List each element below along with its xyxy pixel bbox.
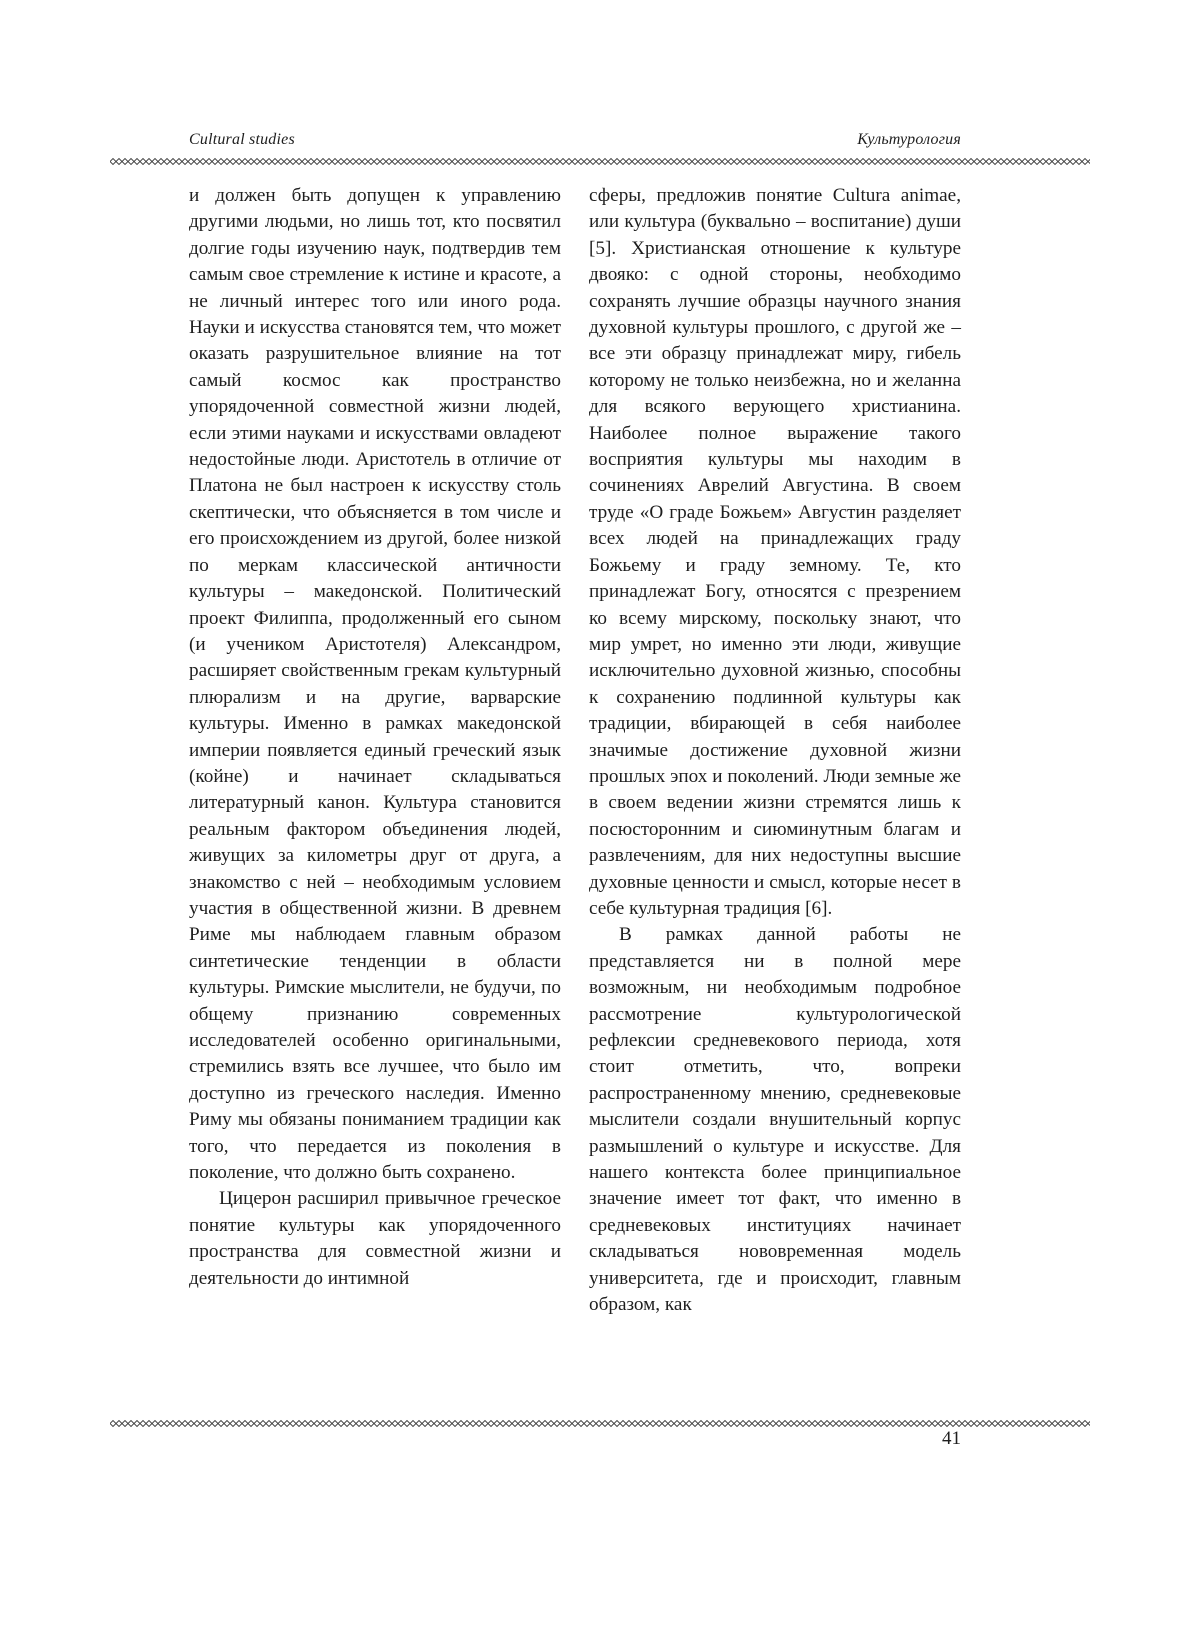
ornament-divider-bottom bbox=[110, 1419, 1090, 1428]
paragraph: В рамках данной работы не представляется ни в полной мере возможным, ни необходимым подробное рассмотрение культурологической рефлексии средневекового периода, хотя стоит отметить, что, вопреки распространенному мнению, средневековые мыслители создали внушительный корпус размышлений о культуре и искусстве. Для нашего контекста более принципиальное значение имеет тот факт, что именно в средневековых институциях начинает складываться нововременная модель университета, где и происходит, главным образом, как bbox=[589, 924, 961, 1316]
paragraph: Цицерон расширил привычное греческое понятие культуры как упорядоченного пространства для совместной жизни и деятельности до интимной bbox=[189, 1188, 561, 1289]
running-head-left: Cultural studies bbox=[189, 131, 295, 148]
running-head-right: Культурология bbox=[857, 131, 961, 148]
paragraph: сферы, предложив понятие Cultura animae, или культура (буквально – воспитание) души [5]. Христианская отношение к культуре двояко: с одной стороны, необходимо сохранять лучшие образцы научного знания духовной культуры прошлого, с другой же – все эти образцу принадлежат миру, гибель которому не только неизбежна, но и желанна для всякого верующего христианина. Наиболее полное выражение такого восприятия культуры мы находим в сочинениях Аврелий Августина. В своем труде «О граде Божьем» Августин разделяет всех людей на принадлежащих граду Божьему и граду земному. Те, кто принадлежат Богу, относятся с презрением ко всему мирскому, поскольку знают, что мир умрет, но именно эти люди, живущие исключительно духовной жизнью, способны к сохранению подлинной культуры как традиции, вбирающей в себя наиболее значимые достижение духовной жизни прошлых эпох и поколений. Люди земные же в своем ведении жизни стремятся лишь к посюсторонним и сиюминутным благам и развлечениям, для них недоступны высшие духовные ценности и смысл, которые несет в себе культурная традиция [6]. bbox=[589, 185, 961, 919]
page-number: 41 bbox=[942, 1428, 961, 1449]
paragraph: и должен быть допущен к управлению другими людьми, но лишь тот, кто посвятил долгие годы изучению наук, подтвердив тем самым свое стремление к истине и красоте, а не личный интерес того или иного рода. Науки и искусства становятся тем, что может оказать разрушительное влияние на тот самый космос как пространство упорядоченной совместной жизни людей, если этими науками и искусствами овладеют недостойные люди. Аристотель в отличие от Платона не был настроен к искусству столь скептически, что объясняется в том числе и его происхождением из другой, более низкой по меркам классической античности культуры – македонской. Политический проект Филиппа, продолженный его сыном (и учеником Аристотеля) Александром, расширяет свойственным грекам культурный плюрализм и на другие, варварские культуры. Именно в рамках македонской империи появляется единый греческий язык (койне) и начинает складываться литературный канон. Культура становится реальным фактором объединения людей, живущих за километры друг от друга, а знакомство с ней – необходимым условием участия в общественной жизни. В древнем Риме мы наблюдаем главным образом синтетические тенденции в области культуры. Римские мыслители, не будучи, по общему признанию современных исследователей особенно оригинальными, стремились взять все лучшее, что было им доступно из греческого наследия. Именно Риму мы обязаны пониманием традиции как того, что передается из поколения в поколение, что должно быть сохранено. bbox=[189, 185, 561, 1184]
text-column-right bbox=[589, 183, 961, 1318]
running-head bbox=[189, 131, 961, 155]
text-column-left bbox=[189, 183, 561, 1292]
ornament-divider-top bbox=[110, 157, 1090, 166]
